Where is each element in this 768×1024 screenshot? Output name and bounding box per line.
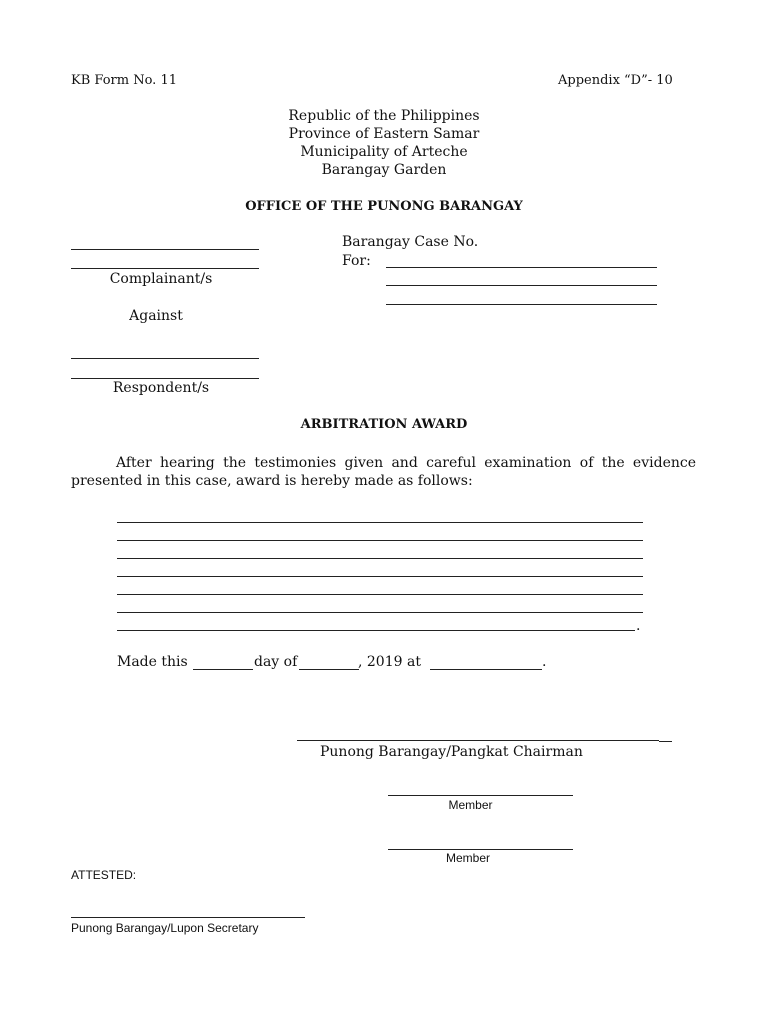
form-number: KB Form No. 11 [71, 73, 177, 88]
barangay-line: Barangay Garden [321, 162, 447, 178]
place-blank[interactable] [430, 669, 542, 670]
month-blank[interactable] [299, 669, 359, 670]
case-for-line-2[interactable] [386, 285, 657, 286]
award-end-period: . [636, 618, 641, 634]
award-line-5[interactable] [117, 594, 643, 595]
attested-label: ATTESTED: [71, 868, 137, 882]
award-line-3[interactable] [117, 558, 643, 559]
against-label: Against [129, 308, 183, 324]
member-1-signature-line[interactable] [388, 795, 573, 796]
award-line-4[interactable] [117, 576, 643, 577]
respondent-line-2[interactable] [71, 378, 259, 379]
member-1-label: Member [448, 798, 493, 812]
chairman-signature-line-tail [659, 741, 672, 742]
complainant-line-1[interactable] [71, 249, 259, 250]
award-line-7[interactable] [117, 630, 635, 631]
respondent-label: Respondent/s [112, 380, 210, 396]
province-line: Province of Eastern Samar [288, 126, 480, 142]
case-for-label: For: [342, 253, 371, 269]
award-title: ARBITRATION AWARD [300, 417, 468, 432]
award-line-6[interactable] [117, 612, 643, 613]
award-line-2[interactable] [117, 540, 643, 541]
award-intro-paragraph: After hearing the testimonies given and careful examination of the evidence presented in this case, award is hereby made as follows: [71, 455, 696, 489]
member-2-signature-line[interactable] [388, 849, 573, 850]
chairman-label: Punong Barangay/Pangkat Chairman [320, 744, 583, 760]
case-for-line-3[interactable] [386, 304, 657, 305]
chairman-signature-line[interactable] [297, 740, 659, 741]
case-for-line-1[interactable] [386, 267, 657, 268]
made-this-label: Made this [117, 654, 188, 670]
respondent-line-1[interactable] [71, 358, 259, 359]
republic-line: Republic of the Philippines [288, 108, 480, 124]
secretary-signature-line[interactable] [71, 917, 305, 918]
award-line-1[interactable] [117, 522, 643, 523]
complainant-label: Complainant/s [109, 271, 213, 287]
complainant-line-2[interactable] [71, 268, 259, 269]
office-title: OFFICE OF THE PUNONG BARANGAY [245, 199, 523, 214]
secretary-label: Punong Barangay/Lupon Secretary [71, 921, 259, 935]
made-this-end-period: . [542, 654, 547, 670]
municipality-line: Municipality of Arteche [300, 144, 468, 160]
day-of-label: day of [254, 654, 298, 670]
year-at-label: , 2019 at [358, 654, 421, 670]
day-blank[interactable] [193, 669, 253, 670]
case-number-label: Barangay Case No. [342, 234, 479, 250]
appendix-label: Appendix “D”- 10 [558, 73, 673, 88]
member-2-label: Member [445, 851, 490, 865]
